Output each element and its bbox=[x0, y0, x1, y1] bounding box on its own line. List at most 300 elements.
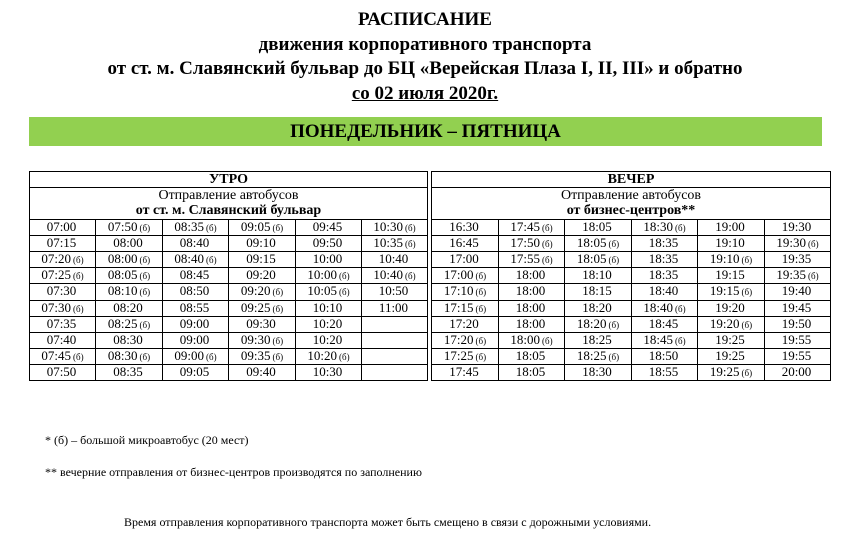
bus-size-mark: (б) bbox=[542, 255, 553, 266]
evening-time-cell bbox=[565, 349, 632, 365]
bus-size-mark: (б) bbox=[741, 255, 753, 266]
morning-time-cell bbox=[96, 365, 163, 381]
days-band: ПОНЕДЕЛЬНИК – ПЯТНИЦА bbox=[29, 117, 822, 146]
departure-time: 09:05 bbox=[240, 219, 271, 234]
evening-time-cell bbox=[698, 235, 765, 251]
bus-size-mark: (б) bbox=[73, 352, 84, 363]
doc-subtitle: движения корпоративного транспорта bbox=[258, 34, 592, 55]
morning-time-cell bbox=[30, 284, 96, 300]
departure-time: 17:10 bbox=[443, 283, 474, 299]
departure-time: 09:25 bbox=[240, 300, 271, 315]
bus-size-mark: (б) bbox=[741, 319, 753, 330]
departure-time: 19:40 bbox=[781, 283, 812, 299]
morning-time-cell bbox=[96, 349, 163, 365]
evening-time-cell bbox=[432, 268, 499, 284]
evening-time-cell bbox=[632, 316, 698, 332]
morning-time-cell bbox=[96, 268, 163, 284]
departure-time: 19:30 bbox=[781, 219, 812, 234]
note-delay: Время отправления корпоративного транспорта может быть смещено в связи с дорожными условиями. bbox=[124, 515, 652, 529]
morning-time-cell bbox=[296, 219, 362, 235]
note-evening-fill: ** вечерние отправления от бизнес-центров производятся по заполнению bbox=[45, 465, 422, 479]
doc-route: от ст. м. Славянский бульвар до БЦ «Верейская Плаза I, II, III» и обратно bbox=[107, 58, 743, 79]
bus-size-mark: (б) bbox=[139, 319, 151, 330]
departure-time: 09:35 bbox=[240, 348, 271, 364]
departure-time: 11:00 bbox=[378, 300, 409, 315]
morning-time-cell bbox=[296, 365, 362, 381]
departure-time: 19:25 bbox=[715, 332, 745, 347]
departure-time: 10:05 bbox=[307, 283, 338, 299]
morning-time-cell bbox=[96, 219, 163, 235]
departure-time: 19:55 bbox=[781, 348, 812, 364]
evening-time-cell bbox=[765, 251, 831, 267]
departure-time: 18:10 bbox=[582, 267, 612, 283]
departure-time: 09:20 bbox=[240, 283, 271, 299]
evening-time-cell bbox=[698, 219, 765, 235]
departure-time: 09:40 bbox=[246, 364, 276, 380]
evening-time-cell bbox=[698, 332, 765, 348]
evening-time-cell bbox=[765, 349, 831, 365]
evening-time-cell bbox=[432, 284, 499, 300]
morning-time-cell bbox=[362, 349, 428, 365]
departure-time: 10:40 bbox=[378, 251, 409, 267]
evening-time-cell bbox=[565, 219, 632, 235]
departure-time: 07:15 bbox=[46, 235, 77, 250]
schedule-body bbox=[30, 219, 831, 381]
morning-time-cell bbox=[229, 300, 296, 316]
bus-size-mark: (б) bbox=[272, 222, 284, 233]
evening-time-cell bbox=[765, 219, 831, 235]
departure-time: 17:20 bbox=[443, 332, 474, 347]
evening-time-cell bbox=[765, 284, 831, 300]
evening-time-cell bbox=[765, 365, 831, 381]
evening-time-cell bbox=[698, 349, 765, 365]
morning-header: УТРО bbox=[30, 172, 428, 188]
morning-time-cell bbox=[163, 235, 229, 251]
evening-time-cell bbox=[698, 251, 765, 267]
morning-time-cell bbox=[30, 349, 96, 365]
departure-time: 18:00 bbox=[515, 283, 546, 299]
departure-time: 08:55 bbox=[179, 300, 210, 315]
morning-time-cell bbox=[163, 219, 229, 235]
morning-time-cell bbox=[163, 349, 229, 365]
departure-time: 18:05 bbox=[582, 219, 612, 234]
doc-title: РАСПИСАНИЕ bbox=[358, 9, 492, 30]
morning-time-cell bbox=[163, 300, 229, 316]
departure-time: 18:05 bbox=[515, 348, 546, 364]
morning-time-cell bbox=[229, 219, 296, 235]
departure-time: 19:20 bbox=[709, 316, 740, 331]
evening-time-cell bbox=[698, 284, 765, 300]
departure-time: 08:30 bbox=[107, 348, 138, 364]
bus-size-mark: (б) bbox=[405, 222, 416, 233]
departure-time: 19:55 bbox=[781, 332, 812, 347]
departure-time: 10:30 bbox=[373, 219, 404, 234]
bus-size-mark: (б) bbox=[405, 271, 416, 282]
departure-time: 09:05 bbox=[179, 364, 210, 380]
departure-time: 19:45 bbox=[781, 300, 812, 315]
departure-time: 19:25 bbox=[709, 364, 740, 380]
morning-time-cell bbox=[362, 219, 428, 235]
departure-time: 20:00 bbox=[781, 364, 812, 380]
departure-time: 18:05 bbox=[576, 235, 607, 250]
departure-time: 18:35 bbox=[648, 251, 679, 267]
evening-time-cell bbox=[698, 300, 765, 316]
departure-time: 18:05 bbox=[515, 364, 546, 380]
morning-time-cell bbox=[229, 365, 296, 381]
departure-time: 08:40 bbox=[174, 251, 205, 267]
morning-time-cell bbox=[229, 316, 296, 332]
departure-time: 19:15 bbox=[715, 267, 745, 283]
departure-time: 18:50 bbox=[648, 348, 679, 364]
bus-size-mark: (б) bbox=[405, 238, 416, 249]
departure-time: 07:50 bbox=[107, 219, 138, 234]
departure-time: 18:00 bbox=[515, 267, 546, 283]
morning-time-cell bbox=[30, 365, 96, 381]
evening-time-cell bbox=[565, 332, 632, 348]
evening-time-cell bbox=[632, 219, 698, 235]
departure-time: 17:00 bbox=[443, 267, 474, 283]
evening-time-cell bbox=[432, 300, 499, 316]
morning-time-cell bbox=[362, 284, 428, 300]
morning-time-cell bbox=[163, 268, 229, 284]
evening-time-cell bbox=[565, 235, 632, 251]
evening-time-cell bbox=[765, 268, 831, 284]
departure-time: 10:20 bbox=[312, 316, 343, 331]
departure-time: 19:25 bbox=[715, 348, 745, 364]
departure-time: 18:40 bbox=[648, 283, 679, 299]
morning-time-cell bbox=[96, 251, 163, 267]
evening-time-cell bbox=[765, 316, 831, 332]
morning-time-cell bbox=[229, 284, 296, 300]
departure-time: 08:35 bbox=[113, 364, 143, 380]
evening-time-cell bbox=[565, 300, 632, 316]
evening-time-cell bbox=[499, 332, 565, 348]
bus-size-mark: (б) bbox=[808, 238, 819, 249]
evening-time-cell bbox=[432, 316, 499, 332]
departure-time: 17:00 bbox=[449, 251, 479, 267]
table-row bbox=[30, 284, 831, 300]
bus-size-mark: (б) bbox=[206, 222, 217, 233]
evening-origin: от бизнес-центров** bbox=[432, 203, 831, 219]
morning-time-cell bbox=[362, 235, 428, 251]
evening-time-cell bbox=[565, 316, 632, 332]
bus-size-mark: (б) bbox=[272, 352, 284, 363]
departure-time: 09:20 bbox=[246, 267, 276, 283]
bus-size-mark: (б) bbox=[73, 303, 84, 314]
bus-size-mark: (б) bbox=[608, 255, 620, 266]
departure-time: 09:30 bbox=[240, 332, 271, 347]
evening-time-cell bbox=[499, 365, 565, 381]
departure-time: 19:50 bbox=[781, 316, 812, 331]
evening-time-cell bbox=[432, 332, 499, 348]
morning-time-cell bbox=[30, 235, 96, 251]
morning-time-cell bbox=[163, 332, 229, 348]
departure-time: 07:20 bbox=[41, 251, 72, 267]
bus-size-mark: (б) bbox=[339, 287, 350, 298]
departure-time: 09:45 bbox=[312, 219, 343, 234]
departure-time: 16:30 bbox=[449, 219, 479, 234]
bus-size-mark: (б) bbox=[73, 271, 84, 282]
departure-time: 18:05 bbox=[576, 251, 607, 267]
departure-time: 08:30 bbox=[113, 332, 143, 347]
bus-size-mark: (б) bbox=[542, 238, 553, 249]
evening-time-cell bbox=[632, 235, 698, 251]
departure-time: 19:20 bbox=[715, 300, 745, 315]
departure-time: 18:15 bbox=[582, 283, 612, 299]
bus-size-mark: (б) bbox=[741, 287, 753, 298]
departure-time: 10:40 bbox=[373, 267, 404, 283]
bus-size-mark: (б) bbox=[475, 287, 487, 298]
departure-time: 09:15 bbox=[246, 251, 276, 267]
morning-time-cell bbox=[229, 235, 296, 251]
doc-effective-date: со 02 июля 2020г. bbox=[351, 83, 499, 104]
departure-time: 17:15 bbox=[443, 300, 474, 315]
bus-size-mark: (б) bbox=[608, 352, 620, 363]
evening-time-cell bbox=[632, 251, 698, 267]
morning-time-cell bbox=[362, 365, 428, 381]
departure-time: 19:35 bbox=[781, 251, 812, 267]
morning-time-cell bbox=[296, 300, 362, 316]
bus-size-mark: (б) bbox=[542, 222, 553, 233]
departure-time: 07:35 bbox=[46, 316, 77, 331]
departure-time: 07:50 bbox=[46, 364, 77, 380]
table-row bbox=[30, 251, 831, 267]
bus-size-mark: (б) bbox=[475, 352, 487, 363]
departure-time: 18:20 bbox=[576, 316, 607, 331]
evening-time-cell bbox=[432, 365, 499, 381]
departure-time: 19:30 bbox=[776, 235, 807, 250]
evening-time-cell bbox=[765, 235, 831, 251]
evening-time-cell bbox=[698, 365, 765, 381]
departure-time: 19:10 bbox=[715, 235, 745, 250]
morning-time-cell bbox=[30, 268, 96, 284]
departure-time: 10:00 bbox=[307, 267, 338, 283]
evening-time-cell bbox=[499, 349, 565, 365]
departure-time: 09:10 bbox=[246, 235, 276, 250]
bus-size-mark: (б) bbox=[139, 271, 151, 282]
morning-time-cell bbox=[229, 268, 296, 284]
bus-size-mark: (б) bbox=[206, 352, 217, 363]
morning-time-cell bbox=[362, 268, 428, 284]
bus-size-mark: (б) bbox=[608, 319, 620, 330]
departure-time: 07:25 bbox=[41, 267, 72, 283]
departure-time: 08:35 bbox=[174, 219, 205, 234]
departure-time: 18:00 bbox=[515, 300, 546, 315]
bus-size-mark: (б) bbox=[206, 255, 217, 266]
departure-time: 08:25 bbox=[107, 316, 138, 331]
bus-size-mark: (б) bbox=[272, 335, 284, 346]
departure-time: 16:45 bbox=[449, 235, 479, 250]
evening-time-cell bbox=[499, 300, 565, 316]
evening-time-cell bbox=[765, 332, 831, 348]
bus-size-mark: (б) bbox=[339, 271, 350, 282]
departure-time: 18:25 bbox=[576, 348, 607, 364]
morning-time-cell bbox=[362, 251, 428, 267]
morning-time-cell bbox=[96, 332, 163, 348]
morning-time-cell bbox=[229, 332, 296, 348]
departure-time: 09:00 bbox=[179, 316, 210, 331]
evening-time-cell bbox=[565, 251, 632, 267]
morning-time-cell bbox=[229, 251, 296, 267]
evening-time-cell bbox=[499, 219, 565, 235]
departure-time: 07:30 bbox=[41, 300, 72, 315]
morning-time-cell bbox=[30, 300, 96, 316]
table-row bbox=[30, 349, 831, 365]
evening-time-cell bbox=[632, 268, 698, 284]
evening-time-cell bbox=[632, 349, 698, 365]
evening-time-cell bbox=[698, 268, 765, 284]
morning-time-cell bbox=[163, 284, 229, 300]
departure-time: 10:30 bbox=[312, 364, 343, 380]
departure-time: 10:10 bbox=[312, 300, 343, 315]
departure-time: 18:00 bbox=[510, 332, 541, 347]
departure-time: 18:55 bbox=[648, 364, 679, 380]
departure-time: 08:20 bbox=[113, 300, 143, 315]
table-row bbox=[30, 235, 831, 251]
morning-time-cell bbox=[296, 349, 362, 365]
table-row bbox=[30, 316, 831, 332]
morning-time-cell bbox=[30, 219, 96, 235]
morning-time-cell bbox=[296, 316, 362, 332]
morning-time-cell bbox=[229, 349, 296, 365]
morning-time-cell bbox=[163, 365, 229, 381]
evening-time-cell bbox=[565, 268, 632, 284]
evening-time-cell bbox=[565, 284, 632, 300]
morning-time-cell bbox=[163, 316, 229, 332]
bus-size-mark: (б) bbox=[339, 352, 350, 363]
table-row bbox=[30, 219, 831, 235]
bus-size-mark: (б) bbox=[542, 335, 553, 346]
departure-time: 18:30 bbox=[582, 364, 612, 380]
morning-time-cell bbox=[296, 332, 362, 348]
morning-time-cell bbox=[296, 268, 362, 284]
table-row bbox=[30, 365, 831, 381]
departure-time: 18:20 bbox=[582, 300, 612, 315]
bus-size-mark: (б) bbox=[608, 238, 620, 249]
evening-header: ВЕЧЕР bbox=[432, 172, 831, 188]
departure-time: 19:00 bbox=[715, 219, 745, 234]
departure-time: 07:30 bbox=[46, 283, 77, 299]
bus-size-mark: (б) bbox=[475, 271, 487, 282]
departure-time: 08:05 bbox=[107, 267, 138, 283]
departure-time: 09:50 bbox=[312, 235, 343, 250]
departure-time: 09:30 bbox=[246, 316, 276, 331]
departure-time: 10:35 bbox=[373, 235, 404, 250]
evening-time-cell bbox=[698, 316, 765, 332]
morning-time-cell bbox=[30, 251, 96, 267]
departure-time: 08:50 bbox=[179, 283, 210, 299]
departure-time: 08:45 bbox=[179, 267, 210, 283]
departure-time: 08:00 bbox=[107, 251, 138, 267]
bus-size-mark: (б) bbox=[675, 335, 686, 346]
evening-time-cell bbox=[632, 332, 698, 348]
evening-time-cell bbox=[499, 251, 565, 267]
morning-time-cell bbox=[96, 300, 163, 316]
departure-time: 18:45 bbox=[643, 332, 674, 347]
departure-time: 09:00 bbox=[174, 348, 205, 364]
morning-origin: от ст. м. Славянский бульвар bbox=[30, 203, 428, 219]
morning-time-cell bbox=[96, 316, 163, 332]
departure-time: 07:40 bbox=[46, 332, 77, 347]
departure-time: 19:10 bbox=[709, 251, 740, 267]
departure-time: 10:20 bbox=[312, 332, 343, 347]
bus-size-mark: (б) bbox=[139, 222, 151, 233]
morning-time-cell bbox=[96, 284, 163, 300]
departure-time: 17:55 bbox=[510, 251, 541, 267]
evening-time-cell bbox=[632, 300, 698, 316]
departure-time: 10:00 bbox=[312, 251, 343, 267]
table-row bbox=[30, 332, 831, 348]
departure-time: 18:00 bbox=[515, 316, 546, 331]
departure-time: 08:00 bbox=[113, 235, 143, 250]
bus-size-mark: (б) bbox=[475, 303, 487, 314]
evening-time-cell bbox=[632, 365, 698, 381]
evening-time-cell bbox=[499, 268, 565, 284]
departure-time: 08:40 bbox=[179, 235, 210, 250]
departure-time: 17:50 bbox=[510, 235, 541, 250]
evening-time-cell bbox=[499, 316, 565, 332]
departure-time: 18:30 bbox=[643, 219, 674, 234]
departure-time: 10:20 bbox=[307, 348, 338, 364]
evening-time-cell bbox=[499, 284, 565, 300]
morning-time-cell bbox=[96, 235, 163, 251]
departure-time: 17:20 bbox=[449, 316, 479, 331]
bus-size-mark: (б) bbox=[272, 287, 284, 298]
morning-time-cell bbox=[362, 332, 428, 348]
bus-size-mark: (б) bbox=[808, 271, 819, 282]
bus-size-mark: (б) bbox=[475, 335, 487, 346]
evening-subheader: Отправление автобусов bbox=[432, 188, 831, 204]
departure-time: 17:25 bbox=[443, 348, 474, 364]
bus-size-mark: (б) bbox=[741, 368, 753, 379]
evening-time-cell bbox=[499, 235, 565, 251]
bus-size-mark: (б) bbox=[139, 255, 151, 266]
bus-size-mark: (б) bbox=[139, 352, 151, 363]
departure-time: 18:35 bbox=[648, 267, 679, 283]
evening-time-cell bbox=[432, 349, 499, 365]
morning-time-cell bbox=[30, 316, 96, 332]
evening-time-cell bbox=[432, 219, 499, 235]
morning-time-cell bbox=[30, 332, 96, 348]
departure-time: 19:35 bbox=[776, 267, 807, 283]
bus-size-mark: (б) bbox=[139, 287, 151, 298]
evening-time-cell bbox=[432, 251, 499, 267]
bus-size-mark: (б) bbox=[272, 303, 284, 314]
departure-time: 07:45 bbox=[41, 348, 72, 364]
evening-time-cell bbox=[565, 365, 632, 381]
table-row bbox=[30, 268, 831, 284]
departure-time: 19:15 bbox=[709, 283, 740, 299]
evening-time-cell bbox=[632, 284, 698, 300]
departure-time: 18:40 bbox=[643, 300, 674, 315]
schedule-table bbox=[29, 171, 831, 381]
departure-time: 18:45 bbox=[648, 316, 679, 331]
departure-time: 18:35 bbox=[648, 235, 679, 250]
bus-size-mark: (б) bbox=[73, 255, 84, 266]
table-row bbox=[30, 300, 831, 316]
evening-time-cell bbox=[765, 300, 831, 316]
departure-time: 18:25 bbox=[582, 332, 612, 347]
bus-size-mark: (б) bbox=[675, 222, 686, 233]
bus-size-mark: (б) bbox=[675, 303, 686, 314]
morning-time-cell bbox=[362, 300, 428, 316]
departure-time: 17:45 bbox=[510, 219, 541, 234]
departure-time: 10:50 bbox=[378, 283, 409, 299]
departure-time: 09:00 bbox=[179, 332, 210, 347]
morning-time-cell bbox=[296, 284, 362, 300]
morning-time-cell bbox=[296, 235, 362, 251]
note-small-bus: * (б) – большой микроавтобус (20 мест) bbox=[45, 433, 249, 447]
